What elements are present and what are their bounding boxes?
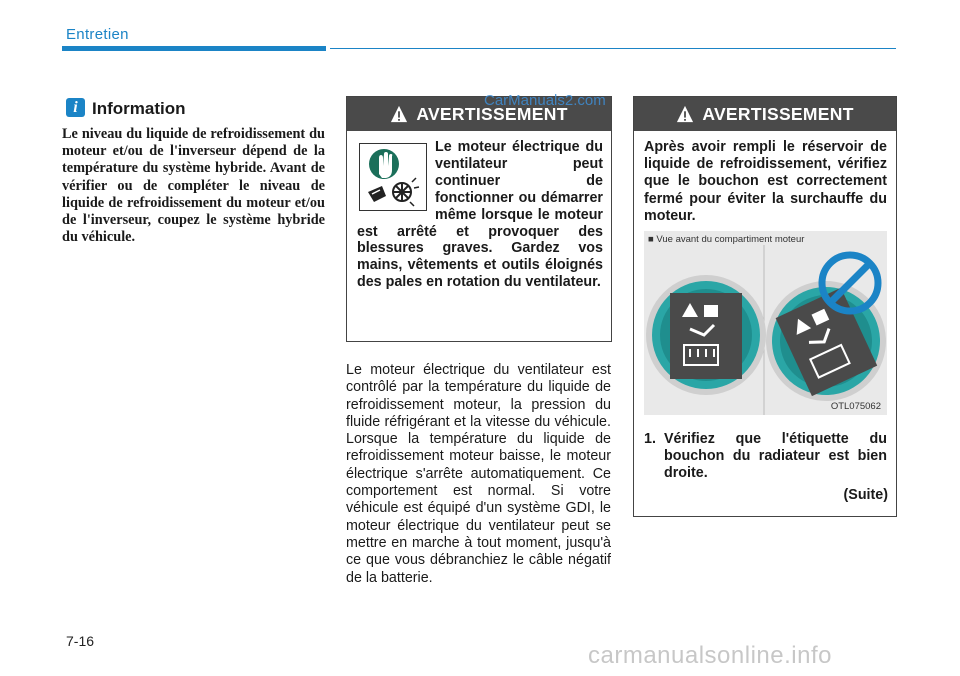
watermark-top[interactable]: CarManuals2.com <box>484 92 606 109</box>
section-title: Entretien <box>66 26 129 43</box>
info-text: Le niveau du liquide de refroidissement du moteur et/ou de l'inverseur dépend de la température du système hybride. Avant de vérifier ou de compléter le niveau de liquide de refroidissement du moteur et/ou de l'inverseur, coupez le système hybride du véhicule. <box>62 126 325 246</box>
info-icon: i <box>66 98 85 117</box>
header-rule-thin <box>330 48 896 49</box>
warning1-text-wrap <box>357 139 603 291</box>
warning2-text: Après avoir rempli le réservoir de liquide de refroidissement, vérifiez que le bouchon est correctement fermé pour éviter la surchauffe du moteur. <box>644 139 887 224</box>
info-title: Information <box>92 99 186 118</box>
fan-body-text: Le moteur électrique du ventilateur est contrôlé par la température du liquide de refroidissement moteur, la pression du fluide réfrigérant et la vitesse du véhicule. Lorsque la température du liquide de refroidissement moteur baisse, le moteur électrique s'arrête automatiquement. Ce comportement est normal. Si votre véhicule est équipé d'un système GDI, le moteur électrique du ventilateur peut se mettre en marche à tout moment, jusqu'à ce que vous débranchiez le câble négatif de la batterie. <box>346 362 611 586</box>
header-rule-thick <box>62 46 326 51</box>
continued-label: (Suite) <box>843 487 888 503</box>
warning1-text: Le moteur électrique du ventilateur peut continuer de fonctionner ou démarrer même lorsque le moteur est arrêté et provoquer des blessures graves. Gardez vos mains, vêtements et outils éloignés des pales en rotation du ventilateur. <box>357 139 603 291</box>
radiator-cap-illustration <box>644 231 887 415</box>
warning-title: AVERTISSEMENT <box>416 103 568 124</box>
step-number: 1. <box>644 431 656 447</box>
warning-box-fan <box>346 96 612 342</box>
watermark-bottom[interactable]: carmanualsonline.info <box>588 642 832 669</box>
warning-title: AVERTISSEMENT <box>702 103 854 124</box>
warning-header <box>634 97 896 131</box>
radiator-cap-figure <box>644 231 887 415</box>
step-item <box>644 431 887 483</box>
page-number: 7-16 <box>66 633 95 649</box>
warning-triangle-icon <box>390 105 408 123</box>
step-text: Vérifiez que l'étiquette du bouchon du radiateur est bien droite. <box>664 431 887 482</box>
text-float-spacer <box>357 139 435 213</box>
figure-code: OTL075062 <box>830 401 881 412</box>
figure-caption: ■ Vue avant du compartiment moteur <box>648 234 805 245</box>
warning-box-cap <box>633 96 897 517</box>
warning-triangle-icon <box>676 105 694 123</box>
